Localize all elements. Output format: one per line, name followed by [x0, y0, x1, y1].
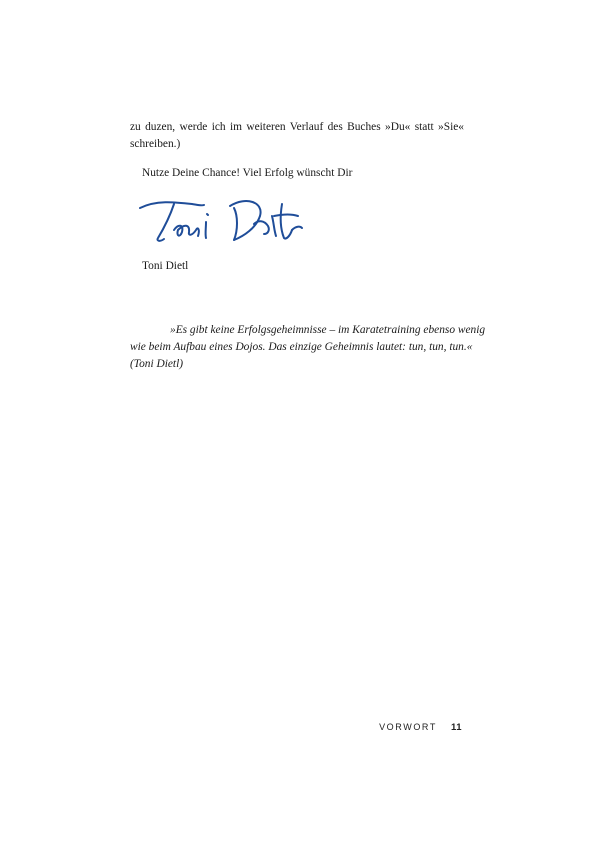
- epigraph-quote: [130, 322, 486, 373]
- signer-name: Toni Dietl: [142, 260, 189, 272]
- quote-line: »Es gibt keine Erfolgsgeheimnisse – im Karatetraining ebenso wenig: [170, 324, 486, 336]
- body-paragraph: [130, 119, 464, 153]
- quote-line: wie beim Aufbau eines Dojos. Das einzige Geheimnis lautet: tun, tun, tun.«: [130, 341, 473, 353]
- page-footer: [379, 722, 462, 733]
- quote-attribution: (Toni Dietl): [130, 358, 184, 370]
- running-section-title: VORWORT: [379, 722, 437, 732]
- paragraph-line: zu duzen, werde ich im weiteren Verlauf des Buches »Du« statt »Sie«: [130, 121, 464, 133]
- handwritten-signature: [134, 186, 304, 248]
- closing-greeting: Nutze Deine Chance! Viel Erfolg wünscht Dir: [142, 167, 353, 179]
- paragraph-line: schreiben.): [130, 138, 181, 150]
- page-number: 11: [450, 722, 462, 733]
